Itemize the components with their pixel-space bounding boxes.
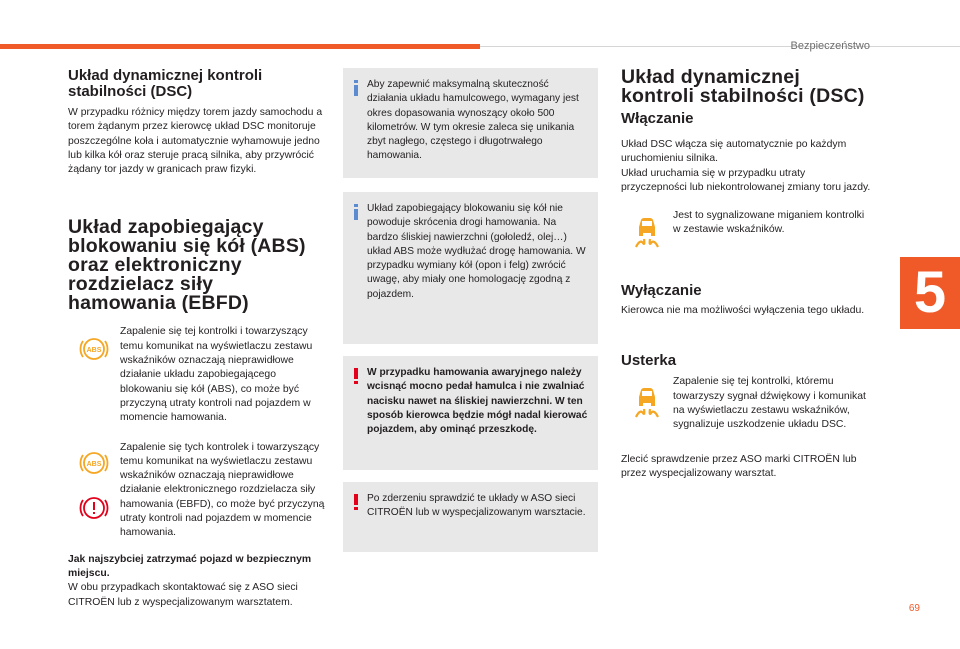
info-icon xyxy=(352,80,360,96)
dsc-fault-text: Zapalenie się tej kontrolki, któremu towarzyszy sygnał dźwiękowy i komunikat na wyświetlaczu zestawu wskaźników, sygnalizuje uszkodzenie układu DSC. xyxy=(673,376,866,431)
stop-paragraph: W obu przypadkach skontaktować się z ASO sieci CITROËN lub z wyspecjalizowanym warsztatem. xyxy=(68,582,298,608)
deactivation-paragraph: Kierowca nie ma możliwości wyłączenia tego układu. xyxy=(621,305,865,317)
svg-text:ABS: ABS xyxy=(86,460,102,468)
info-note-1 xyxy=(343,68,598,178)
fault-heading: Usterka xyxy=(621,352,677,370)
info-note-2 xyxy=(343,192,598,344)
info-note-text: Aby zapewnić maksymalną skuteczność działania układu hamulcowego, wymagany jest okres dopasowania wynoszący około 500 kilometrów. W tym okresie zaleca się unikania zbyt nagłego, częstego i długotrwałego hamowania. xyxy=(367,79,579,162)
deactivation-heading: Wyłączanie xyxy=(621,282,702,300)
warning-note-1 xyxy=(343,356,598,470)
page-number: 69 xyxy=(908,603,920,614)
section-title: Bezpieczeństwo xyxy=(790,40,870,52)
fault-paragraph: Zlecić sprawdzenie przez ASO marki CITROËN lub przez wyspecjalizowany warsztat. xyxy=(621,453,857,479)
chapter-tab: 5 xyxy=(900,257,960,329)
ebfd-warning-text: Zapalenie się tych kontrolek i towarzyszący temu komunikat na wyświetlaczu zestawu wskaźników oznaczają nieprawidłowe działanie elektronicznego rozdzielacza siły hamowania (EBFD), co może być przyczyną utraty kontroli nad pojazdem w momencie hamowania. xyxy=(120,441,325,539)
warning-icon xyxy=(352,494,360,510)
dsc-paragraph: W przypadku różnicy między torem jazdy samochodu a torem żądanym przez kierowcę układ DSC monitoruje poszczególne koła i automatycznie wyhamowuje jedno lub kilka kół oraz steruje pracą silnika, aby przywrócić żądany tor jazdy w granicach praw fizyki. xyxy=(68,107,323,176)
dsc-indicator-text: Jest to sygnalizowane miganiem kontrolki w zestawie wskaźników. xyxy=(673,210,865,236)
dsc-skid-icon xyxy=(630,383,664,419)
left-column xyxy=(68,68,326,610)
info-icon xyxy=(352,204,360,220)
abs-warning-icon xyxy=(78,336,110,362)
stop-instruction: Jak najszybciej zatrzymać pojazd w bezpiecznym miejscu. xyxy=(68,553,312,579)
abs-warning-item xyxy=(68,325,326,425)
warning-note-text: W przypadku hamowania awaryjnego należy wcisnąć mocno pedał hamulca i nie zwalniać nacisku nawet na śliskiej nawierzchni. W ten sposób kierowca będzie mógł nadal kierować pojazdem, aby ominąć przeszkodę. xyxy=(367,367,588,436)
info-note-text: Układ zapobiegający blokowaniu się kół nie powoduje skrócenia drogi hamowania. Na bardzo śliskiej nawierzchni (gołoledź, olej…) układ ABS może wydłużać drogę hamowania. W przypadku wymiany kół (opon i felg) zwrócić uwagę, aby miały one homologację zgodną z pojazdem. xyxy=(367,203,586,300)
activation-heading: Włączanie xyxy=(621,110,694,127)
warning-icon xyxy=(352,368,360,384)
dsc-indicator-item xyxy=(621,209,873,249)
ebfd-warning-item xyxy=(68,441,326,541)
activation-paragraph-2: Układ uruchamia się w przypadku utraty przyczepności lub niekontrolowanej zmiany toru jazdy. xyxy=(621,167,871,193)
dsc-main-heading: Układ dynamicznej kontroli stabilności (DSC) xyxy=(621,66,865,107)
svg-text:ABS: ABS xyxy=(86,347,102,355)
abs-warning-icon xyxy=(78,450,110,476)
dsc-heading: Układ dynamicznej kontroli stabilności (DSC) xyxy=(68,67,263,100)
warning-note-2 xyxy=(343,482,598,552)
abs-warning-text: Zapalenie się tej kontrolki i towarzyszący temu komunikat na wyświetlaczu zestawu wskaźników oznaczają nieprawidłowe działanie układu zapobiegającego blokowaniu się kół (ABS), co może być przyczyną utraty kontroli nad pojazdem w momencie hamowania. xyxy=(120,326,313,424)
dsc-skid-icon xyxy=(630,213,664,249)
right-column xyxy=(621,68,873,481)
header-rule xyxy=(480,46,960,47)
dsc-fault-item xyxy=(621,375,873,432)
brake-warning-icon xyxy=(78,495,110,521)
activation-paragraph-1: Układ DSC włącza się automatycznie po każdym uruchomieniu silnika. xyxy=(621,139,847,165)
header-accent-bar xyxy=(0,44,480,49)
warning-note-text: Po zderzeniu sprawdzić te układy w ASO sieci CITROËN lub w wyspecjalizowanym warsztacie. xyxy=(367,493,586,519)
abs-heading: Układ zapobiegający blokowaniu się kół (ABS) oraz elektroniczny rozdzielacz siły hamowania (EBFD) xyxy=(68,216,306,315)
